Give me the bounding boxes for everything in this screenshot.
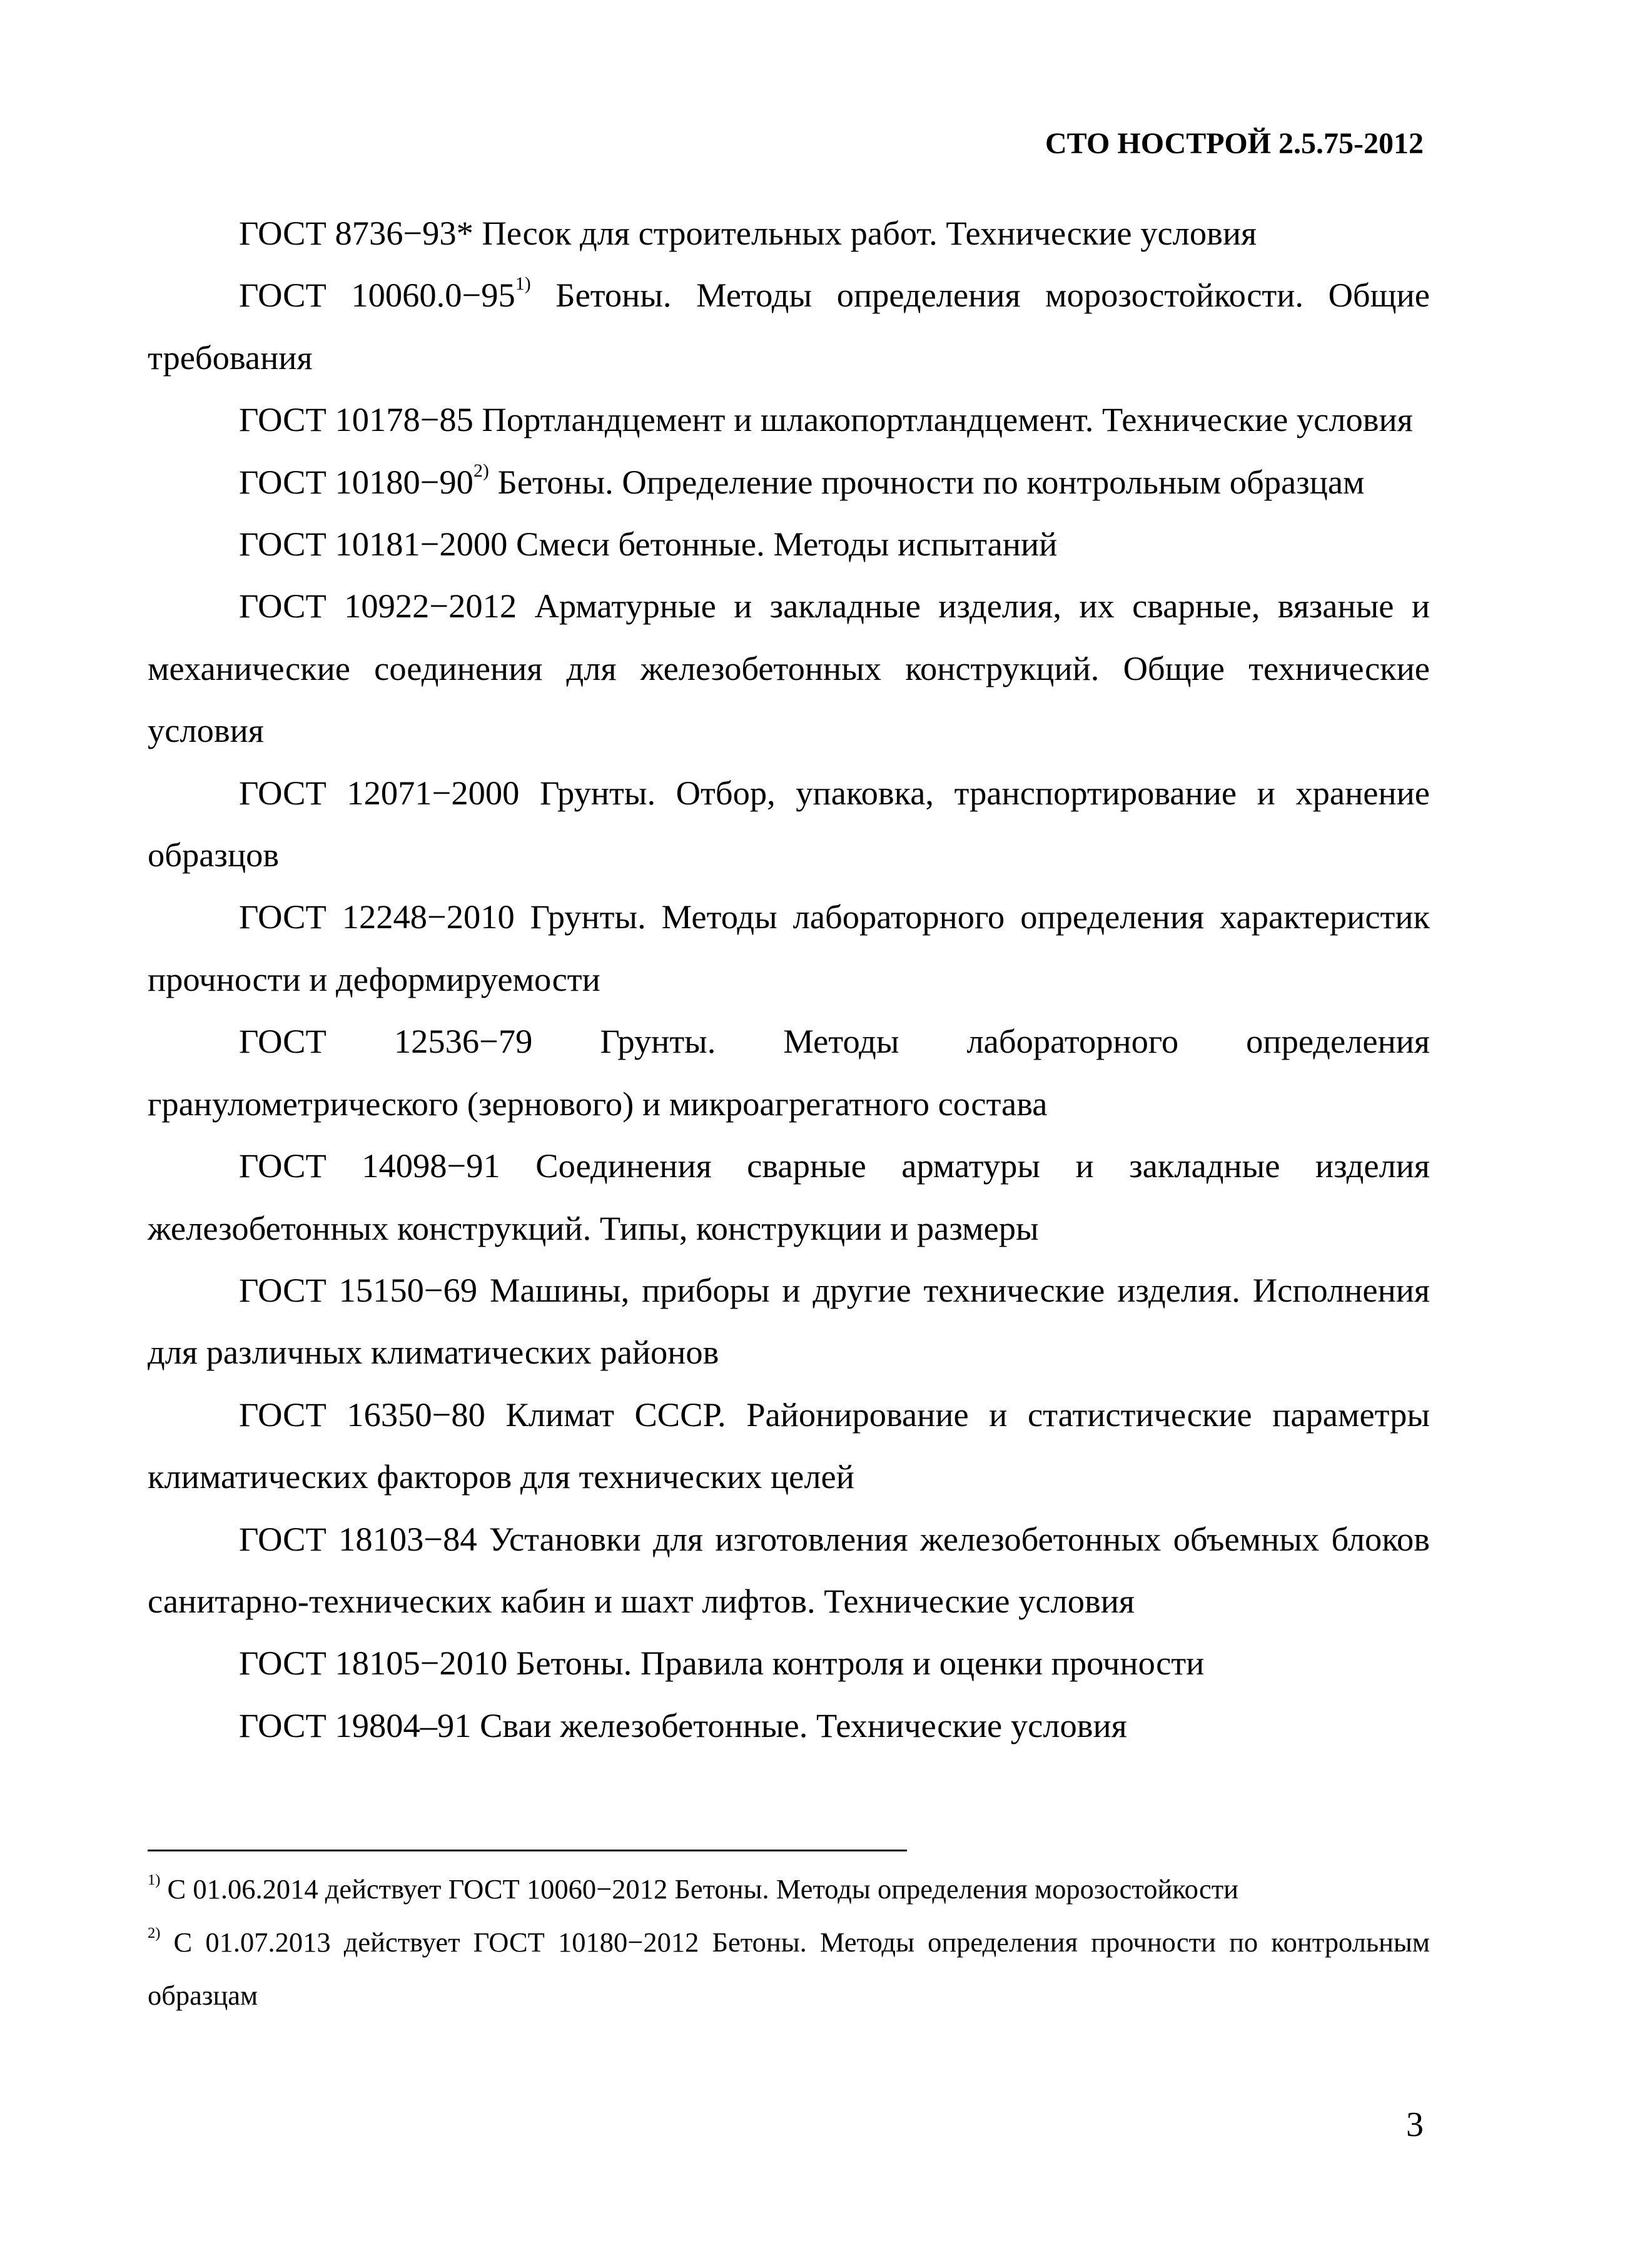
standard-entry: ГОСТ 10922−2012 Арматурные и закладные изделия, их сварные, вязаные и механические соединения для железобетонных конструкций. Общие технические условия bbox=[148, 587, 1430, 750]
standard-entry-title: ГОСТ 10060.0−95 bbox=[239, 276, 515, 315]
footnote bbox=[148, 1863, 1430, 1916]
standard-entry bbox=[148, 264, 1430, 388]
standard-entry: ГОСТ 12536−79 Грунты. Методы лабораторного определения гранулометрического (зернового) и микроагрегатного состава bbox=[148, 1022, 1430, 1123]
footnote-separator bbox=[148, 1850, 907, 1851]
standard-entry-description: Бетоны. Методы определения морозостойкости. Общие требования bbox=[148, 276, 1430, 377]
standard-entry bbox=[148, 451, 1430, 513]
standard-entry: ГОСТ 14098−91 Соединения сварные арматуры и закладные изделия железобетонных конструкций. Типы, конструкции и размеры bbox=[148, 1147, 1430, 1247]
footnote-text: С 01.06.2014 действует ГОСТ 10060−2012 Бетоны. Методы определения морозостойкости bbox=[160, 1873, 1238, 1905]
standard-entry: ГОСТ 10181−2000 Смеси бетонные. Методы испытаний bbox=[239, 525, 1058, 564]
footnote bbox=[148, 1916, 1430, 2022]
standard-entry-title: ГОСТ 10180−90 bbox=[239, 462, 473, 501]
standard-entry: ГОСТ 12071−2000 Грунты. Отбор, упаковка, транспортирование и хранение образцов bbox=[148, 773, 1430, 874]
standard-entry-description: Бетоны. Определение прочности по контрольным образцам bbox=[489, 462, 1365, 501]
standards-list bbox=[148, 202, 1430, 1756]
footnote-ref: 1) bbox=[515, 273, 531, 295]
footnote-mark: 1) bbox=[148, 1871, 161, 1888]
standard-entry: ГОСТ 8736−93* Песок для строительных работ. Технические условия bbox=[239, 214, 1257, 252]
standard-entry: ГОСТ 18105−2010 Бетоны. Правила контроля и оценки прочности bbox=[239, 1644, 1205, 1683]
standard-entry: ГОСТ 16350−80 Климат СССР. Районирование и статистические параметры климатических факторов для технических целей bbox=[148, 1395, 1430, 1496]
standard-entry: ГОСТ 19804–91 Сваи железобетонные. Технические условия bbox=[239, 1706, 1127, 1744]
standard-entry: ГОСТ 10178−85 Портландцемент и шлакопортландцемент. Технические условия bbox=[239, 400, 1413, 439]
standard-entry: ГОСТ 18103−84 Установки для изготовления железобетонных объемных блоков санитарно-технических кабин и шахт лифтов. Технические условия bbox=[148, 1519, 1430, 1620]
document-header: СТО НОСТРОЙ 2.5.75-2012 bbox=[1045, 127, 1424, 160]
footnote-mark: 2) bbox=[148, 1924, 161, 1941]
footnote-ref: 2) bbox=[473, 460, 489, 481]
footnote-text: С 01.07.2013 действует ГОСТ 10180−2012 Бетоны. Методы определения прочности по контрольным образцам bbox=[148, 1926, 1430, 2011]
standard-entry: ГОСТ 15150−69 Машины, приборы и другие технические изделия. Исполнения для различных климатических районов bbox=[148, 1270, 1430, 1372]
page-number: 3 bbox=[1406, 2105, 1424, 2144]
footnotes bbox=[148, 1863, 1430, 2022]
standard-entry: ГОСТ 12248−2010 Грунты. Методы лабораторного определения характеристик прочности и деформируемости bbox=[148, 898, 1430, 998]
